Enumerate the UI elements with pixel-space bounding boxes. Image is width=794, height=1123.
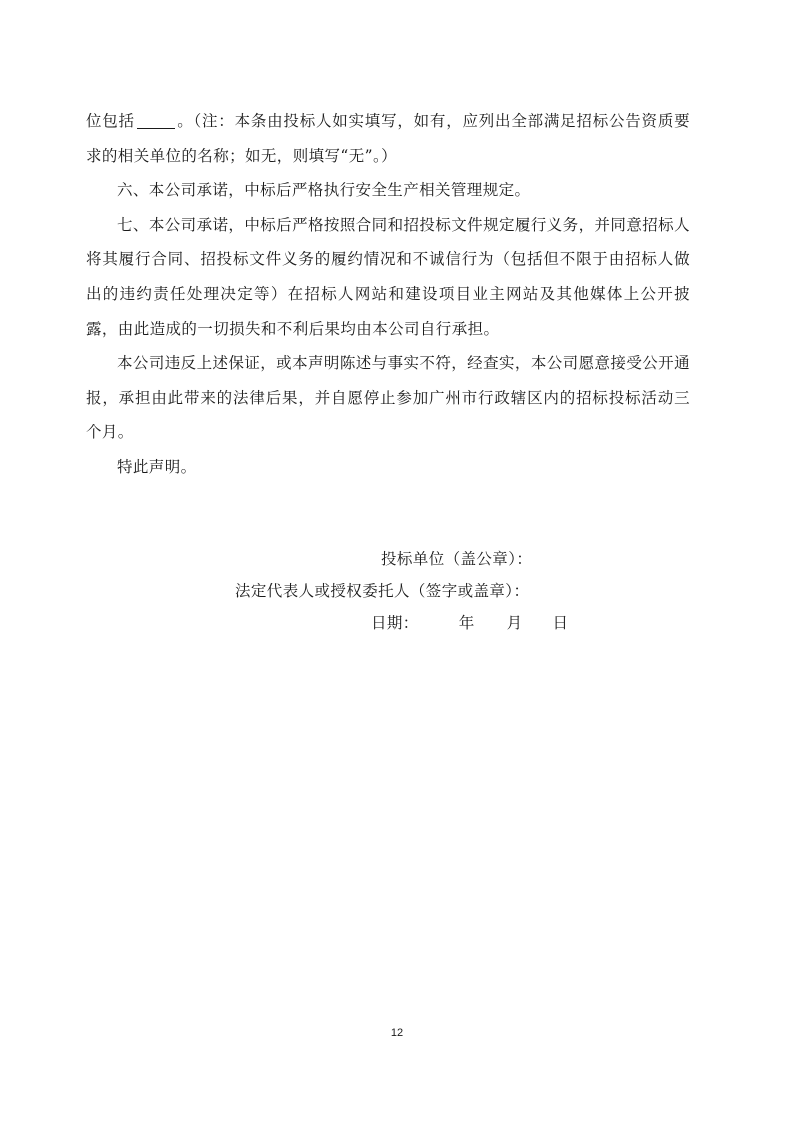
paragraph-qualified-units-pre: 位包括 (86, 112, 135, 130)
year-label: 年 (458, 614, 475, 632)
paragraph-violation-consequence: 本公司违反上述保证，或本声明陈述与事实不符，经查实，本公司愿意接受公开通报，承担由此带来的法律后果，并自愿停止参加广州市行政辖区内的招标投标活动三个月。 (86, 354, 690, 442)
date-line (371, 607, 568, 639)
page-number: 12 (390, 1027, 404, 1039)
paragraph-seven-obligations: 七、本公司承诺，中标后严格按照合同和招投标文件规定履行义务，并同意招标人将其履行合同、招投标文件义务的履约情况和不诚信行为（包括但不限于由招标人做出的违约责任处理决定等）在招标人网站和建设项目业主网站及其他媒体上公开披露，由此造成的一切损失和不利后果均由本公司自行承担。 (86, 215, 690, 338)
bidder-seal-label: 投标单位（盖公章）： (381, 550, 533, 568)
declaration-body (86, 104, 690, 485)
day-label: 日 (552, 614, 569, 632)
paragraph-closing: 特此声明。 (117, 457, 197, 476)
paragraph-six-safety: 六、本公司承诺，中标后严格执行安全生产相关管理规定。 (117, 181, 531, 200)
blank-fill-line (137, 112, 175, 129)
representative-signature-label: 法定代表人或授权委托人（签字或盖章）： (235, 582, 530, 600)
paragraph-qualified-units (86, 104, 690, 173)
month-label: 月 (506, 614, 523, 632)
date-label: 日期： (371, 614, 419, 632)
paragraph-qualified-units-post: 。（注：本条由投标人如实填写，如有，应列出全部满足招标公告资质要求的相关单位的名称；如无，则填写“无”。） (86, 112, 690, 165)
